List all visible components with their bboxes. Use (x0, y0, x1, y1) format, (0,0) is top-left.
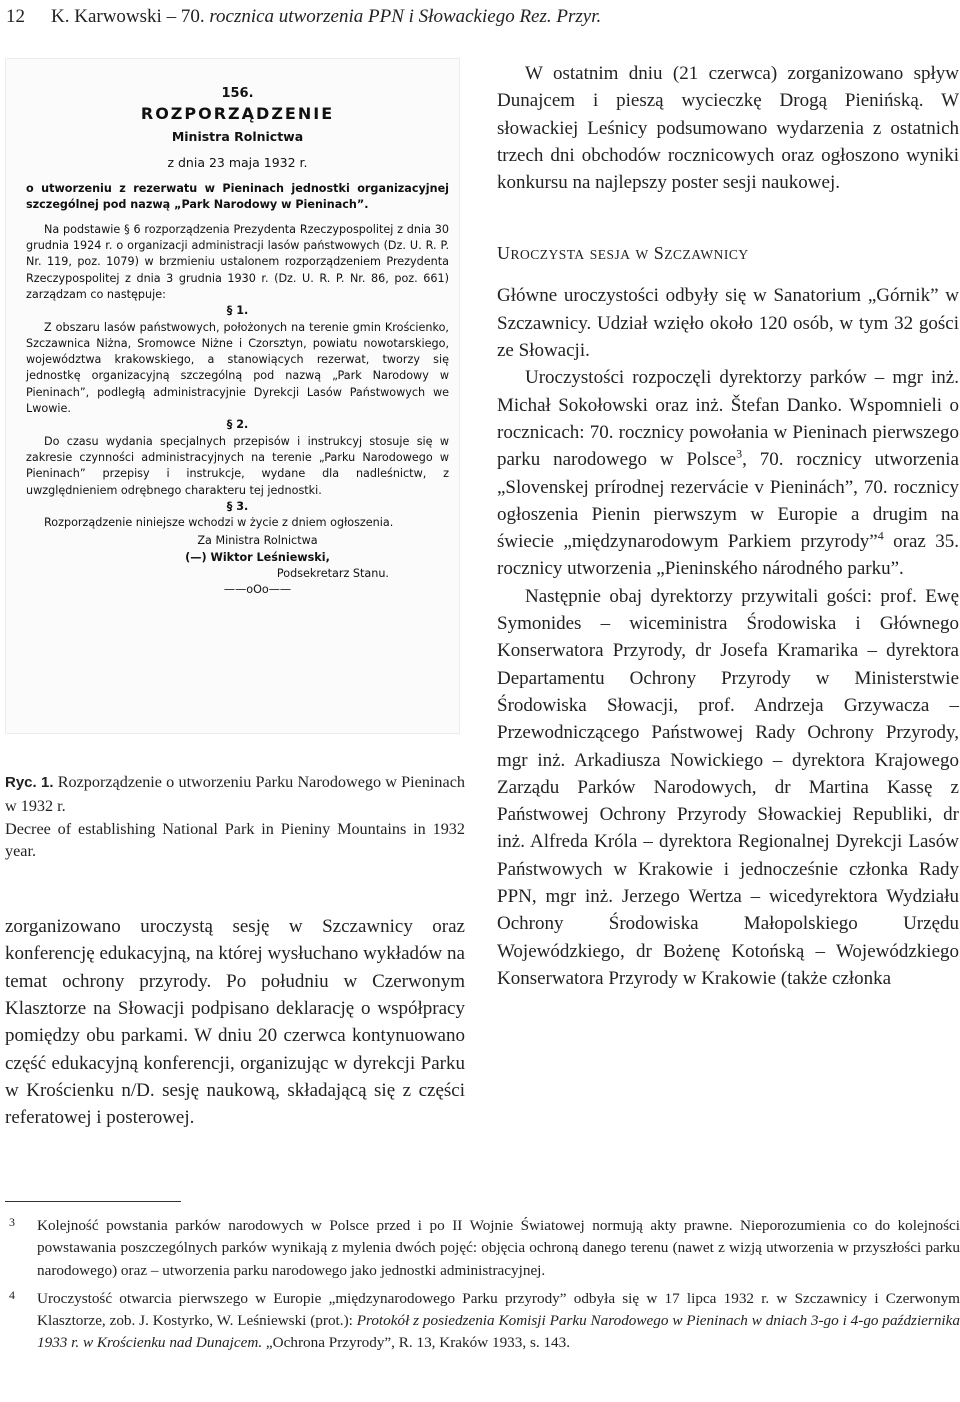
left-column (5, 58, 465, 1132)
decree-signature-line-1: Za Ministra Rolnictwa (197, 534, 318, 548)
figure-scanned-decree (5, 58, 460, 734)
decree-section-3-text: Rozporządzenie niniejsze wchodzi w życie z dniem ogłoszenia. (44, 516, 394, 530)
footnote-4 (5, 1288, 960, 1355)
footnote-rule (5, 1201, 181, 1202)
decree-section-3-heading: § 3. (226, 499, 249, 513)
decree-end-mark: ——oOo—— (223, 583, 292, 597)
decree-section-2-text: Do czasu wydania specjalnych przepisów i instrukcyj stosuje się w zakresie czynności administracyjnych na terenie „Parku Narodowego w Pieninach” przepisy i instrukcje, wydane dla nadleśnictw, z uwzględnieniem odrębnego charakteru tej jednostki. (26, 434, 449, 497)
decree-number: 156. (221, 86, 254, 101)
running-title-italic: rocznica utworzenia PPN i Słowackiego Rez. Przyr. (209, 6, 602, 27)
right-paragraph-4: Następnie obaj dyrektorzy przywitali gości: prof. Ewę Symonides – wiceministra Środowiska i Głównego Konserwatora Przyrody, dr Josefa Kramarika – dyrektora Departamentu Ochrony Przyrody w Ministerstwie Środowiska Słowacji, prof. Andrzeja Grzywacza – Przewodniczącego Państwowej Rady Ochrony Przyrody, mgr inż. Arkadiusza Nowickiego – dyrektora Krajowego Zarządu Parków Narodowych, dr Martina Kassę z Państwowej Ochrony Przyrody Słowackiej Republiki, dr inż. Alfreda Króla – dyrektora Regionalnej Dyrekcji Lasów Państwowych w Krakowie i jednocześnie członka Rady PPN, mgr inż. Jerzego Wertza – wicedyrektora Wydziału Ochrony Środowiska Małopolskiego Urzędu Wojewódzkiego, dr Bożenę Kotońską – Wojewódzkiego Konserwatora Przyrody w Krakowie (także członka (497, 585, 959, 989)
decree-section-1-heading: § 1. (226, 304, 249, 318)
footnote-number: 3 (9, 1215, 15, 1229)
footnotes (5, 1215, 960, 1361)
figure-caption (5, 771, 465, 863)
decree-signature-line-2: (—) Wiktor Leśniewski, (185, 550, 330, 564)
caption-label: Ryc. 1. (5, 774, 54, 791)
decree-section-2-heading: § 2. (226, 418, 249, 432)
footnote-3 (5, 1215, 960, 1282)
right-paragraph-1: W ostatnim dniu (21 czerwca) zorganizowano spływ Dunajcem i pieszą wycieczkę Drogą Pienińską. W słowackiej Leśnicy podsumowano wydarzenia z ostatnich trzech dni obchodów rocznicowych oraz ogłoszono wyniki konkursu na najlepszy poster sesji naukowej. (497, 63, 959, 194)
left-paragraph: zorganizowano uroczystą sesję w Szczawnicy oraz konferencję edukacyjną, na której wysłuchano wykładów na temat ochrony przyrody. Po południu w Czerwonym Klasztorze na Słowacji podpisano deklarację o współpracy pomiędzy obu parkami. W dniu 20 czerwca kontynuowano część edukacyjną konferencji, organizując w dyrekcji Parku w Krościenku n/D. sesję naukową, składającą się z części referatowej i posterowej. (5, 916, 465, 1129)
decree-title: ROZPORZĄDZENIE (140, 104, 335, 124)
decree-signature-line-3: Podsekretarz Stanu. (276, 567, 389, 581)
decree-date: z dnia 23 maja 1932 r. (167, 154, 308, 170)
decree-ministry: Ministra Rolnictwa (171, 128, 304, 144)
footnote-ref-3[interactable]: 3 (736, 446, 743, 461)
right-column (497, 60, 959, 992)
decree-subject: o utworzeniu z rezerwatu w Pieninach jednostki organizacyjnej szczególnej pod nazwą „Park Narodowy w Pieninach”. (26, 182, 449, 212)
running-header (6, 2, 956, 32)
footnote-text-b: „Ochrona Przyrody”, R. 13, Kraków 1933, s. 143. (262, 1334, 571, 1352)
page-number: 12 (6, 6, 25, 27)
right-paragraph-2: Główne uroczystości odbyły się w Sanatorium „Górnik” w Szczawnicy. Udział wzięło około 120 osób, w tym 32 gości ze Słowacji. (497, 285, 959, 362)
caption-polish: Rozporządzenie o utworzeniu Parku Narodowego w Pieninach w 1932 r. (5, 773, 465, 815)
running-title-author: K. Karwowski – 70. (51, 6, 210, 27)
footnote-text-a: Uroczystość otwarcia pierwszego w Europie „międzynarodowego Parku przyrody” odbyła się w 17 lipca 1932 r. w Szczawnicy i Czerwonym Klasztorze, zob. J. Kostyrko, W. Leśniewski (prot.): (37, 1289, 960, 1330)
caption-english: Decree of establishing National Park in Pieniny Mountains in 1932 year. (5, 819, 465, 861)
running-title (51, 2, 601, 32)
footnote-citation-title: Protokół z posiedzenia Komisji Parku Narodowego w Pieninach w dniach 3-go i 4-go października 1933 r. w Krościenku nad Dunajcem. (37, 1312, 960, 1352)
decree-section-1-text: Z obszaru lasów państwowych, położonych na terenie gmin Krościenko, Szczawnica Niżna, Sromowce Niżne i Czorsztyn, powiatu nowotarskiego, województwa krakowskiego, a stanowiących rezerwat, tworzy się jednostkę organizacyjną szczególną pod nazwą „Park Narodowy w Pieninach”, podległą administracyjnie Dyrekcji Lasów Państwowych we Lwowie. (26, 320, 449, 416)
right-paragraph-3: Uroczystości rozpoczęli dyrektorzy parków – mgr inż. Michał Sokołowski oraz inż. Štefan Danko. Wspomnieli o rocznicach: 70. rocznicy powołania w Pieninach pierwszego parku narodowego w Polsce$^3$, 70. rocznicy utworzenia „Slovenskej prírodnej rezervácie v Pieninách”, 70. rocznicy ogłoszenia Pienin pierwszym w Europie a drugim na świecie „międzynarodowym Parkiem przyrody”$^4$ oraz 35. rocznicy utworzenia „Pieninského národného parku”. (497, 367, 959, 580)
footnote-text: Kolejność powstania parków narodowych w Polsce przed i po II Wojnie Światowej normują akty prawne. Nieporozumienia co do kolejności powstawania poszczególnych parków wynikają z mylenia dwóch pojęć: objęcia ochroną danego terenu (nawet z wizją utworzenia w przyszłości parku narodowego) oraz – utworzenia parku narodowego jako jednostki administracyjnej. (37, 1217, 960, 1279)
footnote-number: 4 (9, 1287, 15, 1302)
decree-preamble: Na podstawie § 6 rozporządzenia Prezydenta Rzeczypospolitej z dnia 30 grudnia 1924 r. o organizacji administracji lasów państwowych (Dz. U. R. P. Nr. 119, poz. 1079) w brzmieniu ustalonem rozporządzeniem Prezydenta Rzeczypospolitej z dnia 3 grudnia 1930 r. (Dz. U. R. P. Nr. 86, poz. 661) zarządzam co następuje: (26, 222, 449, 301)
section-heading: UROCZYSTA SESJA W SZCZAWNICY (497, 243, 749, 264)
footnote-ref-4[interactable]: 4 (877, 528, 884, 543)
